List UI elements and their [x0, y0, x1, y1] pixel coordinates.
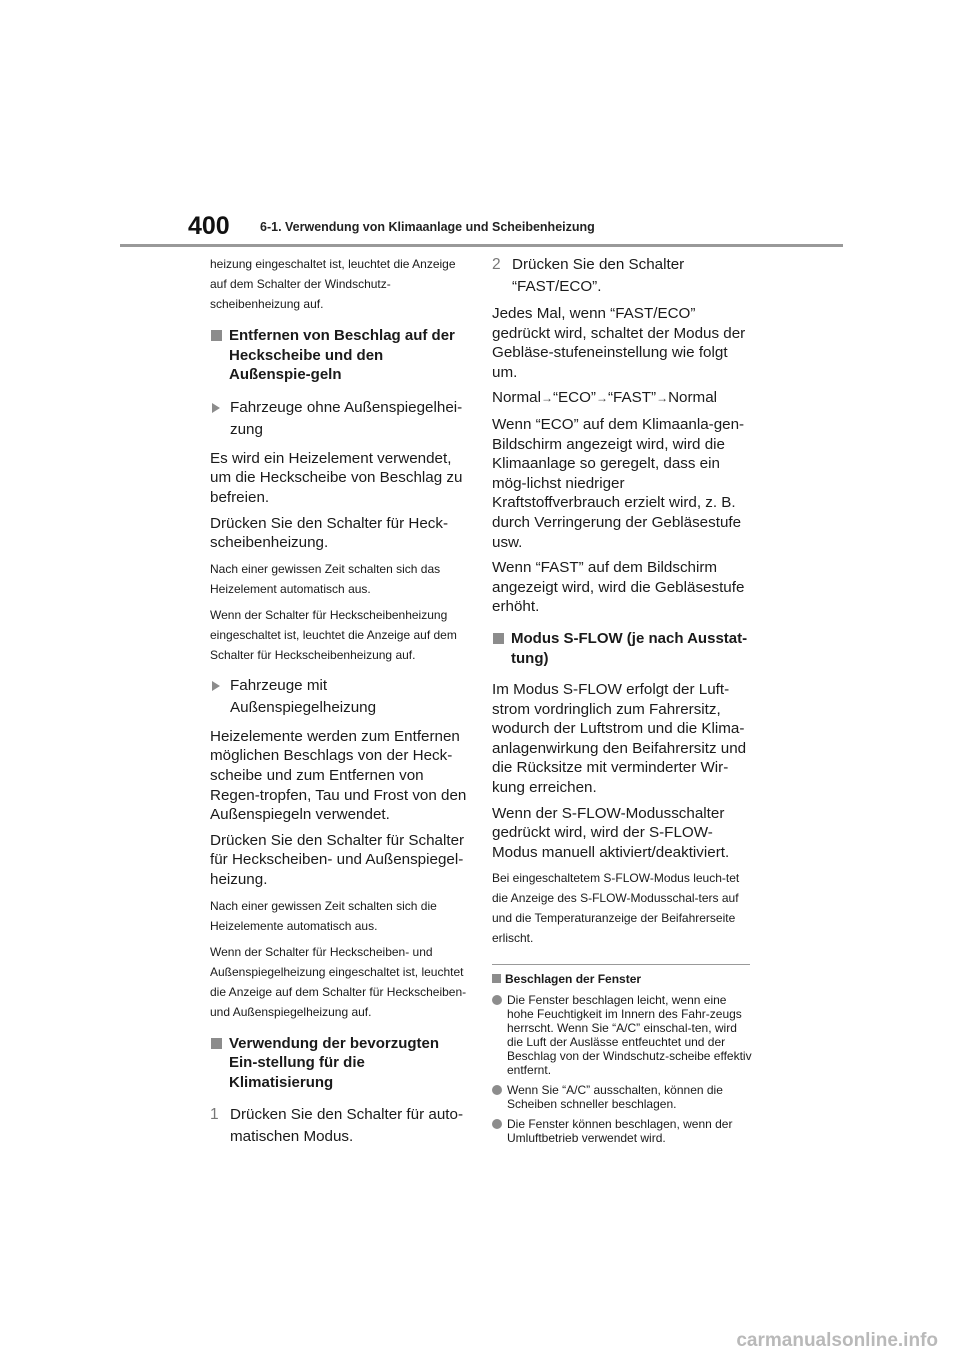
note-item — [492, 993, 752, 1077]
heading-square-icon — [211, 1038, 222, 1049]
paragraph: Wenn der S-FLOW-Modusschalter gedrückt wird, wird der S-FLOW-Modus manuell aktiviert/deaktiviert. — [492, 804, 730, 861]
header-divider — [120, 244, 843, 247]
step-number: 1 — [210, 1106, 219, 1124]
paragraph: Drücken Sie den Schalter für Heck-scheibenheizung. — [210, 514, 449, 552]
step-number: 2 — [492, 256, 501, 273]
mode-normal: Normal — [668, 389, 718, 407]
heading-text: Verwendung der bevorzugten Ein-stellung für die Klimatisierung — [229, 1034, 440, 1091]
subheading-text: Fahrzeuge mit Außenspiegelheizung — [230, 676, 377, 716]
intro-text: heizung eingeschaltet ist, leuchtet die Anzeige auf dem Schalter der Windschutz-scheibenheizung auf. — [210, 257, 456, 311]
note-text: Wenn Sie “A/C” ausschalten, können die Scheiben schneller beschlagen. — [507, 1083, 723, 1112]
triangle-bullet-icon — [212, 681, 220, 691]
notes-divider — [492, 964, 750, 965]
section-title: 6-1. Verwendung von Klimaanlage und Scheibenheizung — [260, 220, 595, 234]
mode-fast: “FAST” — [607, 389, 657, 407]
watermark: carmanualsonline.info — [736, 1330, 938, 1351]
heading-square-icon — [493, 633, 504, 644]
small-note: Nach einer gewissen Zeit schalten sich die Heizelemente automatisch aus. — [210, 898, 437, 933]
heading-preferred-setting — [210, 1034, 468, 1093]
left-column — [210, 254, 468, 1154]
paragraph: Heizelemente werden zum Entfernen möglichen Beschlags von der Heck-scheibe und zum Entfernen von Regen-tropfen, Tau und Frost von den Außenspiegeln verwendet. — [210, 727, 467, 824]
step-1 — [210, 1104, 468, 1148]
mode-eco: “ECO” — [552, 389, 596, 407]
heading-text: Entfernen von Beschlag auf der Heckscheibe und den Außenspie-geln — [229, 327, 455, 384]
step-text: Drücken Sie den Schalter “FAST/ECO”. — [512, 256, 685, 295]
heading-square-icon — [211, 330, 222, 341]
paragraph: Drücken Sie den Schalter für Schalter für Heckscheiben- und Außenspiegel-heizung. — [210, 831, 465, 888]
small-note: Nach einer gewissen Zeit schalten sich das Heizelement automatisch aus. — [210, 561, 441, 596]
page-number: 400 — [188, 212, 230, 240]
subheading-text: Fahrzeuge ohne Außenspiegelhei-zung — [230, 398, 463, 438]
step-2 — [492, 254, 752, 298]
bullet-dot-icon — [492, 1085, 502, 1095]
subheading-with-mirror-heater — [210, 675, 468, 719]
subheading-no-mirror-heater — [210, 397, 468, 441]
paragraph: Wenn “ECO” auf dem Klimaanla-gen-Bildschirm angezeigt wird, wird die Klimaanlage so geregelt, dass ein mög-lichst niedriger Kraftstoffverbrauch erzielt wird, z. B. durch Verringerung der Gebläsestufe usw. — [492, 415, 745, 551]
heading-s-flow — [492, 629, 752, 668]
small-note: Wenn der Schalter für Heckscheiben- und Außenspiegelheizung eingeschaltet ist, leuchtet die Anzeige auf dem Schalter für Heckscheiben- und Außenspiegelheizung auf. — [210, 944, 467, 1019]
arrow-icon: → — [540, 391, 553, 406]
triangle-bullet-icon — [212, 403, 220, 413]
paragraph: Es wird ein Heizelement verwendet, um die Heckscheibe von Beschlag zu befreien. — [210, 449, 463, 506]
bullet-dot-icon — [492, 1119, 502, 1129]
paragraph: Wenn “FAST” auf dem Bildschirm angezeigt wird, wird die Gebläsestufe erhöht. — [492, 559, 745, 616]
mode-sequence — [492, 388, 752, 409]
notes-title — [492, 971, 752, 987]
note-item — [492, 1083, 752, 1111]
notes-title-text: Beschlagen der Fenster — [505, 972, 642, 987]
mode-normal: Normal — [492, 389, 541, 407]
step-text: Drücken Sie den Schalter für auto-matischen Modus. — [230, 1106, 463, 1146]
bullet-dot-icon — [492, 995, 502, 1005]
arrow-icon: → — [656, 391, 669, 406]
right-column — [492, 254, 752, 1151]
heading-text: Modus S-FLOW (je nach Ausstat-tung) — [511, 629, 748, 667]
note-square-icon — [492, 974, 501, 983]
note-item — [492, 1117, 752, 1145]
arrow-icon: → — [595, 391, 608, 406]
heading-defog-rear — [210, 326, 468, 385]
small-note: Bei eingeschaltetem S-FLOW-Modus leuch-tet die Anzeige des S-FLOW-Modusschal-ters auf und die Temperaturanzeige der Beifahrerseite erlischt. — [492, 871, 740, 946]
paragraph: Jedes Mal, wenn “FAST/ECO” gedrückt wird, schaltet der Modus der Gebläse-stufeneinstellung wie folgt um. — [492, 305, 746, 381]
note-text: Die Fenster können beschlagen, wenn der Umluftbetrieb verwendet wird. — [507, 1117, 733, 1146]
note-text: Die Fenster beschlagen leicht, wenn eine hohe Feuchtigkeit im Innern des Fahr-zeugs herrscht. Wenn Sie “A/C” einschal-ten, wird die Luft der Auslässe entfeuchtet und der Beschlag von der Windschutz-scheibe effektiv entfernt. — [507, 993, 752, 1078]
paragraph: Im Modus S-FLOW erfolgt der Luft-strom vordringlich zum Fahrersitz, wodurch der Luftstrom und die Klima-anlagenwirkung den Beifahrersitz und die Rücksitze mit verminderter Wir-kung erreichen. — [492, 681, 747, 797]
small-note: Wenn der Schalter für Heckscheibenheizung eingeschaltet ist, leuchtet die Anzeige auf dem Schalter für Heckscheibenheizung auf. — [210, 607, 457, 662]
